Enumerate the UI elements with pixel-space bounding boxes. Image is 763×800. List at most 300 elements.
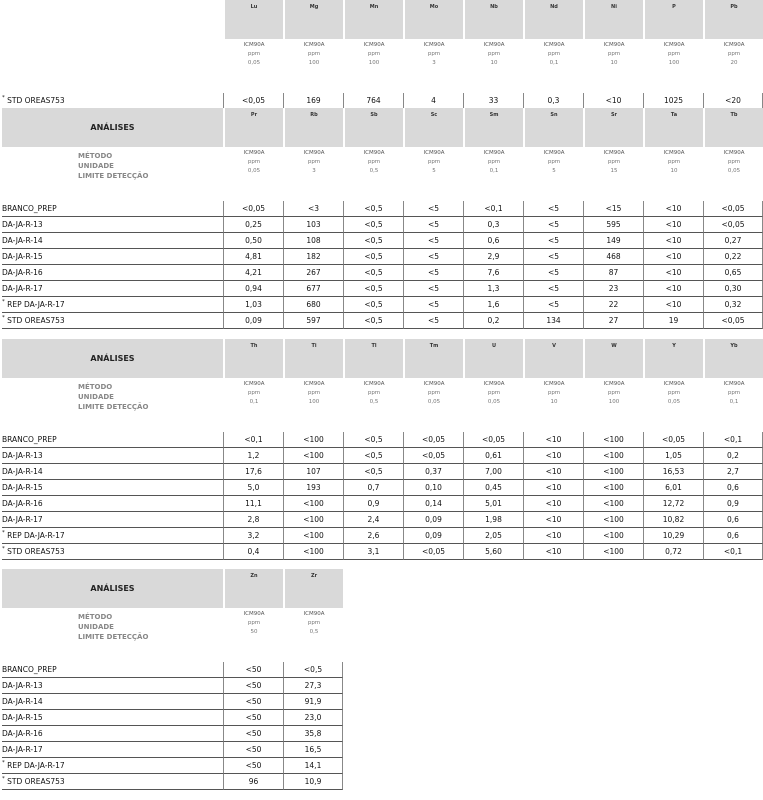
- table-row: [2, 297, 763, 313]
- method-cell: [523, 378, 583, 432]
- method-method: ICM90A: [543, 381, 565, 387]
- method-method: ICM90A: [243, 611, 265, 617]
- sample-mark: *: [2, 530, 5, 536]
- value-cell: 6,01: [643, 480, 703, 496]
- method-unit: ppm: [667, 390, 681, 396]
- method-cell: [463, 39, 523, 93]
- value-cell: <20: [703, 93, 763, 109]
- method-unit: ppm: [607, 159, 621, 165]
- element-header-cell: Pr: [223, 108, 283, 147]
- value-cell: 1,2: [223, 448, 283, 464]
- value-cell: 1,05: [643, 448, 703, 464]
- value-cell: 5,60: [463, 544, 523, 560]
- method-labels: [2, 39, 223, 93]
- value-cell: <100: [583, 480, 643, 496]
- method-method: ICM90A: [543, 42, 565, 48]
- sample-label: DA-JA-R-17: [2, 745, 43, 754]
- value-cell: <100: [583, 528, 643, 544]
- method-limit: 0,1: [489, 168, 499, 174]
- method-unit: ppm: [247, 159, 261, 165]
- method-limit: 10: [610, 60, 618, 66]
- method-method: ICM90A: [663, 150, 685, 156]
- method-cell: [223, 378, 283, 432]
- table-row: [2, 512, 763, 528]
- method-method: ICM90A: [363, 150, 385, 156]
- method-limit: 3: [312, 168, 316, 174]
- value-cell: <0,5: [343, 448, 403, 464]
- analises-header: ANÁLISES: [2, 569, 223, 608]
- sample-label-cell: [2, 512, 223, 528]
- table-row: [2, 528, 763, 544]
- sample-label: BRANCO_PREP: [2, 204, 57, 213]
- sample-label: REP DA-JA-R-17: [7, 300, 65, 309]
- method-limit: 100: [308, 399, 320, 405]
- value-cell: <0,05: [463, 432, 523, 448]
- method-method: ICM90A: [243, 150, 265, 156]
- element-header-cell: Sb: [343, 108, 403, 147]
- value-cell: 0,10: [403, 480, 463, 496]
- value-cell: <0,05: [223, 201, 283, 217]
- value-cell: 7,6: [463, 265, 523, 281]
- method-method: ICM90A: [723, 381, 745, 387]
- method-limit: 0,1: [729, 399, 739, 405]
- method-unit: ppm: [247, 390, 261, 396]
- method-row: [2, 378, 763, 432]
- method-method: ICM90A: [483, 42, 505, 48]
- element-header-cell: Th: [223, 339, 283, 378]
- value-cell: <10: [523, 528, 583, 544]
- value-cell: <10: [643, 233, 703, 249]
- value-cell: <0,05: [703, 217, 763, 233]
- value-cell: <50: [223, 742, 283, 758]
- sample-label-cell: [2, 710, 223, 726]
- value-cell: <0,1: [703, 544, 763, 560]
- value-cell: 3,1: [343, 544, 403, 560]
- method-method: ICM90A: [483, 381, 505, 387]
- method-label: LIMITE DETECÇÃO: [78, 172, 149, 180]
- value-cell: 0,25: [223, 217, 283, 233]
- value-cell: <50: [223, 726, 283, 742]
- table-row: [2, 233, 763, 249]
- element-header-cell: Tm: [403, 339, 463, 378]
- sample-mark: *: [2, 760, 5, 766]
- value-cell: 0,50: [223, 233, 283, 249]
- value-cell: <100: [283, 512, 343, 528]
- value-cell: <10: [643, 265, 703, 281]
- method-limit: 0,05: [427, 399, 441, 405]
- value-cell: <10: [523, 448, 583, 464]
- value-cell: <0,05: [703, 313, 763, 329]
- element-header-cell: U: [463, 339, 523, 378]
- element-header-row: [2, 339, 763, 378]
- value-cell: 27: [583, 313, 643, 329]
- table-row: [2, 742, 343, 758]
- method-limit: 5: [432, 168, 436, 174]
- value-cell: 96: [223, 774, 283, 790]
- value-cell: <0,5: [343, 265, 403, 281]
- method-method: ICM90A: [723, 42, 745, 48]
- method-method: ICM90A: [663, 381, 685, 387]
- value-cell: 33: [463, 93, 523, 109]
- value-cell: 0,2: [463, 313, 523, 329]
- method-method: ICM90A: [243, 42, 265, 48]
- analysis-table: [2, 108, 763, 329]
- value-cell: 0,30: [703, 281, 763, 297]
- element-header-cell: Lu: [223, 0, 283, 39]
- method-unit: ppm: [307, 620, 321, 626]
- sample-mark: *: [2, 315, 5, 321]
- table-row: [2, 496, 763, 512]
- method-cell: [343, 39, 403, 93]
- element-header-cell: Tl: [343, 339, 403, 378]
- method-limit: 20: [730, 60, 738, 66]
- value-cell: 597: [283, 313, 343, 329]
- value-cell: <100: [283, 496, 343, 512]
- value-cell: 16,5: [283, 742, 343, 758]
- sample-label-cell: [2, 496, 223, 512]
- value-cell: <100: [583, 496, 643, 512]
- value-cell: <3: [283, 201, 343, 217]
- value-cell: 107: [283, 464, 343, 480]
- value-cell: <10: [643, 249, 703, 265]
- value-cell: 468: [583, 249, 643, 265]
- value-cell: 1,3: [463, 281, 523, 297]
- method-label: MÉTODO: [78, 613, 113, 621]
- table-row: [2, 678, 343, 694]
- method-unit: ppm: [487, 159, 501, 165]
- value-cell: 0,09: [223, 313, 283, 329]
- value-cell: 134: [523, 313, 583, 329]
- table-row: [2, 694, 343, 710]
- method-unit: ppm: [727, 390, 741, 396]
- method-cell: [703, 39, 763, 93]
- sample-label: DA-JA-R-14: [2, 697, 43, 706]
- value-cell: 0,45: [463, 480, 523, 496]
- method-label: UNIDADE: [78, 162, 114, 170]
- method-unit: ppm: [307, 159, 321, 165]
- value-cell: <0,5: [343, 249, 403, 265]
- value-cell: 2,9: [463, 249, 523, 265]
- method-method: ICM90A: [303, 150, 325, 156]
- method-limit: 100: [368, 60, 380, 66]
- method-method: ICM90A: [423, 150, 445, 156]
- sample-label: BRANCO_PREP: [2, 665, 57, 674]
- value-cell: 0,3: [523, 93, 583, 109]
- sample-label: DA-JA-R-13: [2, 681, 43, 690]
- value-cell: 11,1: [223, 496, 283, 512]
- value-cell: <100: [583, 544, 643, 560]
- method-limit: 0,05: [727, 168, 741, 174]
- value-cell: <10: [523, 480, 583, 496]
- value-cell: <50: [223, 710, 283, 726]
- value-cell: <0,1: [703, 432, 763, 448]
- table-row: [2, 313, 763, 329]
- method-cell: [463, 378, 523, 432]
- value-cell: <100: [583, 464, 643, 480]
- value-cell: 4: [403, 93, 463, 109]
- method-label: UNIDADE: [78, 393, 114, 401]
- value-cell: <50: [223, 678, 283, 694]
- method-unit: ppm: [367, 390, 381, 396]
- table-row: [2, 758, 343, 774]
- sample-label: DA-JA-R-17: [2, 284, 43, 293]
- method-cell: [223, 39, 283, 93]
- element-header-cell: Ta: [643, 108, 703, 147]
- value-cell: 108: [283, 233, 343, 249]
- value-cell: <10: [583, 93, 643, 109]
- element-header-row: [2, 108, 763, 147]
- value-cell: <0,5: [343, 297, 403, 313]
- method-limit: 100: [308, 60, 320, 66]
- method-limit: 0,1: [249, 399, 259, 405]
- value-cell: <0,5: [343, 464, 403, 480]
- sample-label-cell: [2, 432, 223, 448]
- method-cell: [643, 147, 703, 201]
- method-cell: [343, 378, 403, 432]
- method-method: ICM90A: [603, 42, 625, 48]
- method-unit: ppm: [307, 390, 321, 396]
- method-unit: ppm: [727, 159, 741, 165]
- sample-label: DA-JA-R-15: [2, 483, 43, 492]
- value-cell: 0,6: [463, 233, 523, 249]
- value-cell: <0,05: [403, 544, 463, 560]
- value-cell: <50: [223, 662, 283, 678]
- table-row: [2, 201, 763, 217]
- value-cell: 0,3: [463, 217, 523, 233]
- element-header-cell: Sc: [403, 108, 463, 147]
- value-cell: 0,27: [703, 233, 763, 249]
- value-cell: <0,5: [343, 313, 403, 329]
- sample-label-cell: [2, 217, 223, 233]
- value-cell: 182: [283, 249, 343, 265]
- sample-label: DA-JA-R-13: [2, 220, 43, 229]
- value-cell: <5: [403, 201, 463, 217]
- method-cell: [583, 378, 643, 432]
- sample-mark: *: [2, 299, 5, 305]
- element-header-cell: Mo: [403, 0, 463, 39]
- method-limit: 10: [670, 168, 678, 174]
- value-cell: 23,0: [283, 710, 343, 726]
- value-cell: 0,2: [703, 448, 763, 464]
- method-limit: 5: [552, 168, 556, 174]
- value-cell: <5: [523, 297, 583, 313]
- method-cell: [643, 378, 703, 432]
- method-unit: ppm: [667, 51, 681, 57]
- method-label: MÉTODO: [78, 152, 113, 160]
- table-row: [2, 480, 763, 496]
- element-header-cell: Sm: [463, 108, 523, 147]
- method-unit: ppm: [607, 390, 621, 396]
- value-cell: 1,03: [223, 297, 283, 313]
- element-header-cell: Yb: [703, 339, 763, 378]
- element-header-cell: Mg: [283, 0, 343, 39]
- table-row: [2, 93, 763, 109]
- value-cell: 3,2: [223, 528, 283, 544]
- value-cell: <5: [403, 281, 463, 297]
- method-unit: ppm: [247, 620, 261, 626]
- sample-label-cell: [2, 233, 223, 249]
- value-cell: <50: [223, 694, 283, 710]
- method-unit: ppm: [547, 390, 561, 396]
- method-unit: ppm: [667, 159, 681, 165]
- method-cell: [583, 39, 643, 93]
- sample-label-cell: [2, 758, 223, 774]
- sample-label-cell: [2, 265, 223, 281]
- method-cell: [703, 147, 763, 201]
- method-cell: [223, 608, 283, 662]
- value-cell: <5: [523, 265, 583, 281]
- value-cell: 103: [283, 217, 343, 233]
- method-unit: ppm: [547, 51, 561, 57]
- method-label: UNIDADE: [78, 623, 114, 631]
- sample-label: STD OREAS753: [7, 96, 65, 105]
- value-cell: 677: [283, 281, 343, 297]
- table-row: [2, 662, 343, 678]
- method-method: ICM90A: [423, 381, 445, 387]
- method-unit: ppm: [427, 159, 441, 165]
- element-header-cell: Nb: [463, 0, 523, 39]
- table-row: [2, 464, 763, 480]
- sample-label-cell: [2, 678, 223, 694]
- method-cell: [283, 378, 343, 432]
- method-limit: 0,05: [247, 60, 261, 66]
- value-cell: 1,98: [463, 512, 523, 528]
- value-cell: 1,6: [463, 297, 523, 313]
- value-cell: 0,72: [643, 544, 703, 560]
- value-cell: <100: [583, 432, 643, 448]
- value-cell: 0,9: [343, 496, 403, 512]
- method-row: [2, 39, 763, 93]
- value-cell: 7,00: [463, 464, 523, 480]
- value-cell: <10: [643, 297, 703, 313]
- value-cell: 4,21: [223, 265, 283, 281]
- table-row: [2, 249, 763, 265]
- value-cell: <10: [643, 217, 703, 233]
- value-cell: 0,61: [463, 448, 523, 464]
- table-row: [2, 432, 763, 448]
- method-limit: 50: [250, 629, 258, 635]
- analises-header: [2, 0, 223, 39]
- method-cell: [283, 39, 343, 93]
- value-cell: <10: [643, 281, 703, 297]
- value-cell: 0,9: [703, 496, 763, 512]
- value-cell: <0,5: [343, 201, 403, 217]
- sample-label: DA-JA-R-15: [2, 252, 43, 261]
- value-cell: 267: [283, 265, 343, 281]
- method-limit: 100: [668, 60, 680, 66]
- value-cell: <5: [523, 249, 583, 265]
- method-unit: ppm: [367, 51, 381, 57]
- sample-label-cell: [2, 662, 223, 678]
- results-table-block-4: [2, 569, 343, 790]
- value-cell: 0,09: [403, 528, 463, 544]
- sample-label: DA-JA-R-16: [2, 268, 43, 277]
- method-cell: [223, 147, 283, 201]
- value-cell: <10: [523, 432, 583, 448]
- sample-mark: *: [2, 546, 5, 552]
- table-row: [2, 281, 763, 297]
- method-cell: [283, 147, 343, 201]
- value-cell: 0,94: [223, 281, 283, 297]
- method-limit: 10: [550, 399, 558, 405]
- value-cell: 0,4: [223, 544, 283, 560]
- sample-label-cell: [2, 464, 223, 480]
- table-row: [2, 774, 343, 790]
- value-cell: 0,22: [703, 249, 763, 265]
- value-cell: 23: [583, 281, 643, 297]
- value-cell: 680: [283, 297, 343, 313]
- value-cell: <5: [403, 265, 463, 281]
- method-unit: ppm: [487, 51, 501, 57]
- value-cell: 0,6: [703, 480, 763, 496]
- method-method: ICM90A: [723, 150, 745, 156]
- value-cell: 2,8: [223, 512, 283, 528]
- value-cell: 22: [583, 297, 643, 313]
- method-labels: [2, 378, 223, 432]
- sample-label-cell: [2, 297, 223, 313]
- value-cell: <15: [583, 201, 643, 217]
- method-unit: ppm: [307, 51, 321, 57]
- value-cell: <10: [523, 544, 583, 560]
- value-cell: <0,5: [343, 281, 403, 297]
- sample-label-cell: [2, 201, 223, 217]
- value-cell: 16,53: [643, 464, 703, 480]
- method-limit: 10: [490, 60, 498, 66]
- sample-label-cell: [2, 544, 223, 560]
- value-cell: <5: [523, 233, 583, 249]
- method-limit: 0,5: [369, 399, 379, 405]
- value-cell: <100: [283, 544, 343, 560]
- value-cell: 4,81: [223, 249, 283, 265]
- element-header-cell: V: [523, 339, 583, 378]
- value-cell: <0,5: [343, 217, 403, 233]
- results-table-block-2: [2, 108, 763, 329]
- sample-label: DA-JA-R-16: [2, 729, 43, 738]
- method-cell: [463, 147, 523, 201]
- sample-label-cell: [2, 480, 223, 496]
- sample-label: STD OREAS753: [7, 777, 65, 786]
- value-cell: <100: [283, 432, 343, 448]
- value-cell: <100: [583, 512, 643, 528]
- value-cell: <0,1: [223, 432, 283, 448]
- value-cell: <100: [283, 448, 343, 464]
- method-row: [2, 608, 343, 662]
- value-cell: 5,01: [463, 496, 523, 512]
- element-header-cell: Zn: [223, 569, 283, 608]
- value-cell: 5,0: [223, 480, 283, 496]
- sample-label-cell: [2, 726, 223, 742]
- value-cell: 12,72: [643, 496, 703, 512]
- results-table-block-3: [2, 339, 763, 560]
- value-cell: <0,05: [223, 93, 283, 109]
- method-unit: ppm: [607, 51, 621, 57]
- method-label: LIMITE DETECÇÃO: [78, 403, 149, 411]
- method-method: ICM90A: [603, 150, 625, 156]
- method-method: ICM90A: [303, 611, 325, 617]
- method-unit: ppm: [427, 51, 441, 57]
- method-cell: [523, 39, 583, 93]
- method-limit: 0,1: [549, 60, 559, 66]
- sample-label-cell: [2, 448, 223, 464]
- method-limit: 0,05: [487, 399, 501, 405]
- value-cell: 0,65: [703, 265, 763, 281]
- method-label: MÉTODO: [78, 383, 113, 391]
- value-cell: <0,05: [403, 432, 463, 448]
- value-cell: <5: [403, 233, 463, 249]
- value-cell: 0,14: [403, 496, 463, 512]
- value-cell: 0,09: [403, 512, 463, 528]
- value-cell: <100: [283, 528, 343, 544]
